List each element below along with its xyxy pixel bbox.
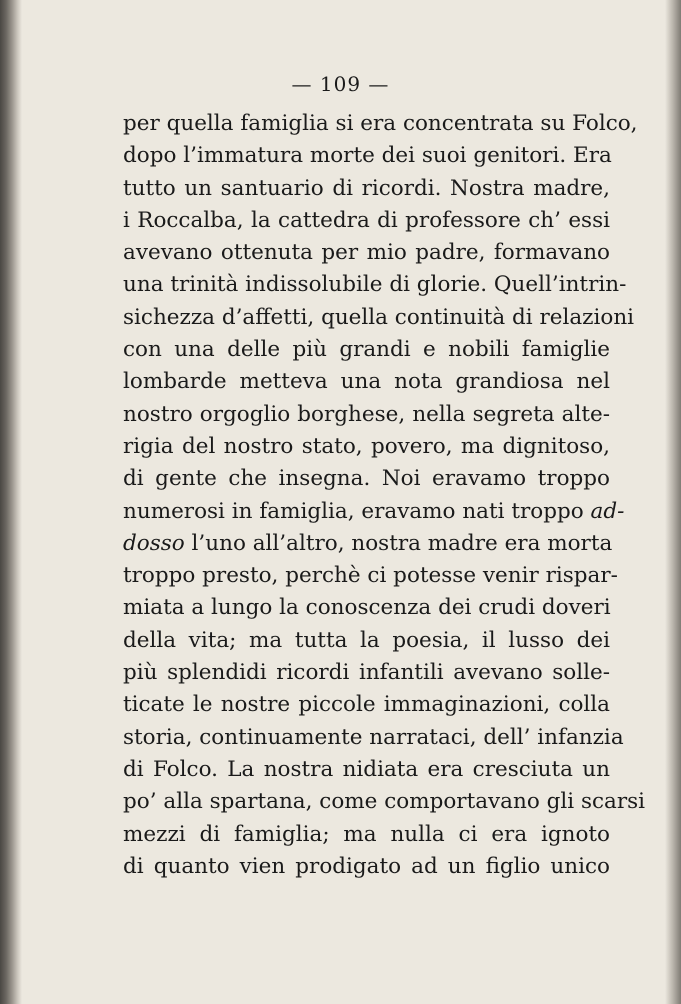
body-text — [123, 108, 646, 883]
text-line: dopo l’immatura morte dei suoi genitori. Era — [123, 143, 612, 169]
text-line: rigia del nostro stato, povero, ma dignitoso, — [123, 433, 610, 459]
text-line: troppo presto, perchè ci potesse venir rispar- — [123, 563, 618, 589]
text-line: tutto un santuario di ricordi. Nostra madre, — [123, 175, 610, 201]
text-line: della vita; ma tutta la poesia, il lusso dei — [123, 627, 610, 653]
page-number: — 109 — — [291, 72, 390, 96]
text-segment: l’uno all’altro, nostra madre era morta — [184, 530, 613, 556]
text-line: storia, continuamente narrataci, dell’ infanzia — [123, 724, 624, 750]
page-binding-shadow — [0, 0, 22, 1004]
text-line: avevano ottenuta per mio padre, formavano — [123, 240, 610, 266]
text-line: di Folco. La nostra nidiata era cresciuta un — [123, 756, 610, 782]
italic-text-segment: ad- — [590, 498, 625, 524]
text-line-mixed — [123, 496, 625, 528]
text-segment: numerosi in famiglia, eravamo nati troppo — [123, 498, 591, 524]
text-line: di gente che insegna. Noi eravamo troppo — [123, 466, 610, 492]
text-line: i Roccalba, la cattedra di professore ch’ essi — [123, 207, 610, 233]
page-edge-shadow — [665, 0, 681, 1004]
text-line: lombarde metteva una nota grandiosa nel — [123, 369, 610, 395]
text-line: con una delle più grandi e nobili famiglie — [123, 337, 610, 363]
text-line: sichezza d’affetti, quella continuità di relazioni — [123, 304, 635, 330]
text-line: mezzi di famiglia; ma nulla ci era ignoto — [123, 821, 610, 847]
italic-text-segment: dosso — [123, 530, 185, 556]
text-line: po’ alla spartana, come comportavano gli scarsi — [123, 789, 646, 815]
text-line: più splendidi ricordi infantili avevano solle- — [123, 660, 610, 686]
text-line-mixed — [123, 528, 613, 560]
text-line: una trinità indissolubile di glorie. Quell’intrin- — [123, 272, 627, 298]
text-line: ticate le nostre piccole immaginazioni, colla — [123, 692, 610, 718]
text-line: miata a lungo la conoscenza dei crudi doveri — [123, 595, 611, 621]
text-line: per quella famiglia si era concentrata su Folco, — [123, 111, 638, 136]
text-line: nostro orgoglio borghese, nella segreta alte- — [123, 401, 610, 427]
text-line: di quanto vien prodigato ad un figlio unico — [123, 853, 610, 879]
